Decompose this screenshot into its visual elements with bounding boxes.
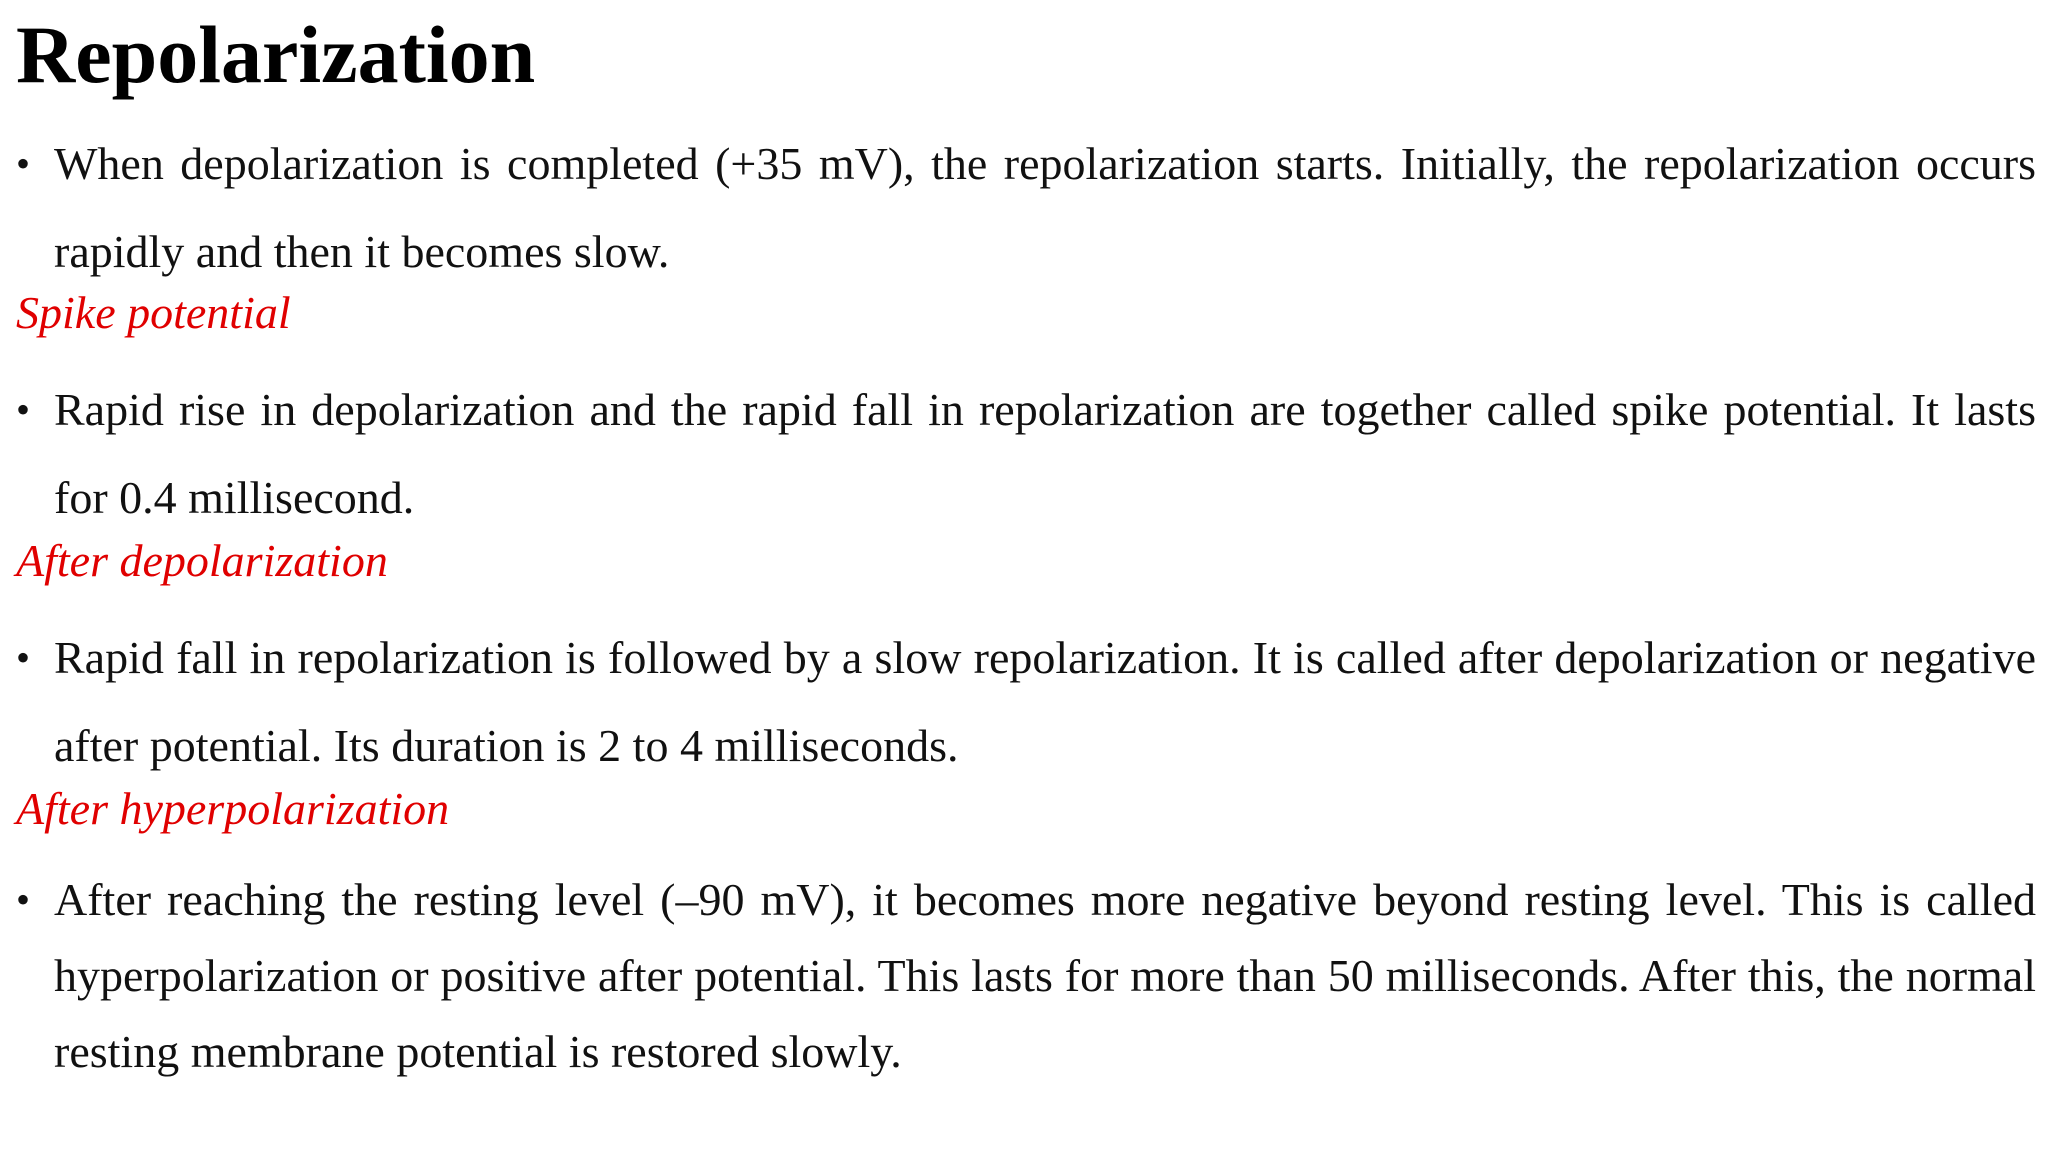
bullet-icon: • [16, 635, 31, 680]
bullet-icon: • [16, 877, 31, 922]
bullet-text: Rapid rise in depolarization and the rapid fall in repolarization are together called spike potential. It lasts for 0.4 millisecond. [54, 384, 2036, 523]
heading-after-depolarization: After depolarization [16, 535, 388, 586]
bullet-repolarization-intro [16, 120, 2036, 296]
bullet-spike-potential [16, 366, 2036, 542]
heading-spike-potential: Spike potential [16, 287, 291, 338]
bullet-after-hyperpolarization [16, 862, 2036, 1090]
slide [16, 0, 2036, 1090]
bullet-icon: • [16, 387, 31, 432]
bullet-icon: • [16, 141, 31, 186]
bullet-text: When depolarization is completed (+35 mV), the repolarization starts. Initially, the repolarization occurs rapidly and then it becomes slow. [54, 138, 2036, 277]
slide-title: Repolarization [16, 9, 536, 100]
bullet-text: Rapid fall in repolarization is followed by a slow repolarization. It is called after depolarization or negative after potential. Its duration is 2 to 4 milliseconds. [54, 632, 2036, 771]
bullet-after-depolarization [16, 614, 2036, 790]
heading-after-hyperpolarization: After hyperpolarization [16, 783, 450, 834]
bullet-text: After reaching the resting level (–90 mV), it becomes more negative beyond resting level. This is called hyperpolarization or positive after potential. This lasts for more than 50 milliseconds. After this, the normal resting membrane potential is restored slowly. [54, 874, 2036, 1077]
